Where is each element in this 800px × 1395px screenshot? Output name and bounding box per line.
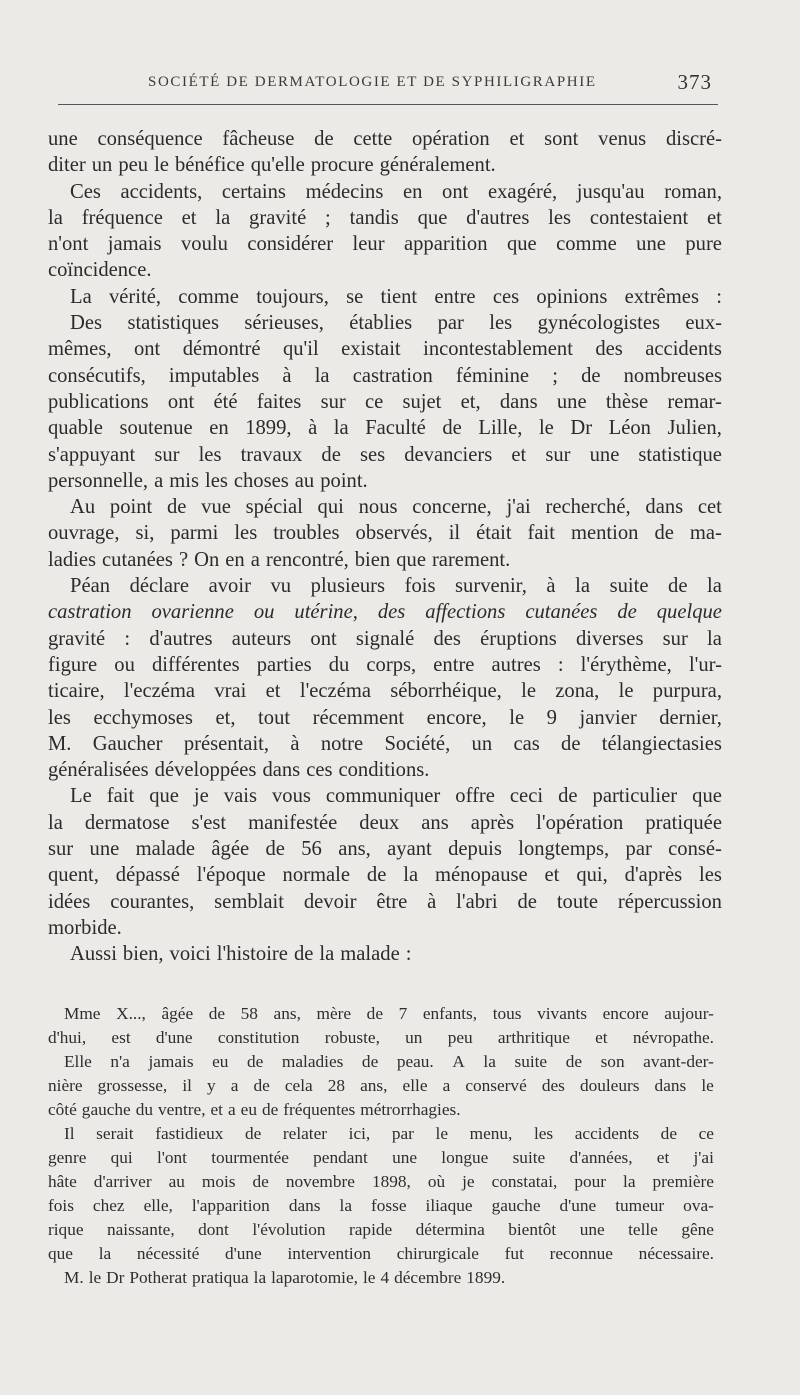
- text-line: n'ont jamais voulu considérer leur apparition que comme une pure: [48, 233, 722, 256]
- text-line: morbide.: [48, 916, 122, 939]
- text-line: les ecchymoses et, tout récemment encore, le 9 janvier dernier,: [48, 706, 722, 729]
- text-line: sur une malade âgée de 56 ans, ayant depuis longtemps, par consé-: [48, 838, 722, 861]
- text-line: gravité : d'autres auteurs ont signalé des éruptions diverses sur la: [48, 627, 722, 650]
- text-line: Le fait que je vais vous communiquer offre ceci de particulier que: [70, 785, 722, 808]
- main-text: [48, 126, 722, 968]
- text-line: mêmes, ont démontré qu'il existait incontestablement des accidents: [48, 338, 722, 361]
- text-line: ticaire, l'eczéma vrai et l'eczéma séborrhéique, le zona, le purpura,: [48, 680, 722, 703]
- small-text-line: Mme X..., âgée de 58 ans, mère de 7 enfants, tous vivants encore aujour-: [64, 1004, 714, 1023]
- text-line: La vérité, comme toujours, se tient entre ces opinions extrêmes :: [70, 285, 722, 308]
- text-line: Aussi bien, voici l'histoire de la malade :: [70, 943, 412, 966]
- page-number: 373: [677, 70, 712, 94]
- text-line: figure ou différentes parties du corps, entre autres : l'érythème, l'ur-: [48, 653, 722, 676]
- text-line: Des statistiques sérieuses, établies par les gynécologistes eux-: [70, 312, 722, 335]
- text-line: quable soutenue en 1899, à la Faculté de Lille, le Dr Léon Julien,: [48, 417, 722, 440]
- small-text-line: hâte d'arriver au mois de novembre 1898, où je constatai, pour la première: [48, 1172, 714, 1191]
- header-rule: [58, 104, 718, 105]
- text-line: s'appuyant sur les travaux de ses devanciers et sur une statistique: [48, 443, 722, 466]
- small-text-line: d'hui, est d'une constitution robuste, un peu arthritique et névropathe.: [48, 1028, 714, 1047]
- small-text-line: rique naissante, dont l'évolution rapide détermina bientôt une telle gêne: [48, 1220, 714, 1239]
- small-text-line: M. le Dr Potherat pratiqua la laparotomie, le 4 décembre 1899.: [64, 1268, 506, 1287]
- running-head-title: SOCIÉTÉ DE DERMATOLOGIE ET DE SYPHILIGRAPHIE: [148, 74, 597, 90]
- small-text-line: côté gauche du ventre, et a eu de fréquentes métrorrhagies.: [48, 1100, 461, 1119]
- text-line: personnelle, a mis les choses au point.: [48, 469, 368, 492]
- text-line: castration ovarienne ou utérine, des affections cutanées de quelque: [48, 601, 722, 624]
- text-line: généralisées développées dans ces conditions.: [48, 759, 430, 782]
- text-line: quent, dépassé l'époque normale de la ménopause et qui, d'après les: [48, 864, 722, 887]
- text-line: diter un peu le bénéfice qu'elle procure généralement.: [48, 154, 496, 177]
- text-line: idées courantes, semblait devoir être à l'abri de toute répercussion: [48, 890, 722, 913]
- text-line: consécutifs, imputables à la castration féminine ; de nombreuses: [48, 364, 722, 387]
- text-line: Ces accidents, certains médecins en ont exagéré, jusqu'au roman,: [70, 180, 722, 203]
- small-text-line: que la nécessité d'une intervention chirurgicale fut reconnue nécessaire.: [48, 1244, 714, 1263]
- text-line: une conséquence fâcheuse de cette opération et sont venus discré-: [48, 128, 722, 150]
- small-text-line: fois chez elle, l'apparition dans la fosse iliaque gauche d'une tumeur ova-: [48, 1196, 714, 1215]
- text-line: ladies cutanées ? On en a rencontré, bien que rarement.: [48, 548, 511, 571]
- text-line: Péan déclare avoir vu plusieurs fois survenir, à la suite de la: [70, 575, 722, 598]
- text-line: publications ont été faites sur ce sujet et, dans une thèse remar-: [48, 390, 722, 413]
- text-line: M. Gaucher présentait, à notre Société, un cas de télangiectasies: [48, 732, 722, 755]
- text-line: ouvrage, si, parmi les troubles observés, il était fait mention de ma-: [48, 522, 722, 545]
- case-report-text: [48, 1002, 714, 1290]
- text-line: coïncidence.: [48, 259, 152, 282]
- small-text-line: genre qui l'ont tourmentée pendant une longue suite d'années, et j'ai: [48, 1148, 714, 1167]
- small-text-line: Elle n'a jamais eu de maladies de peau. A la suite de son avant-der-: [64, 1052, 714, 1071]
- small-text-line: nière grossesse, il y a de cela 28 ans, elle a conservé des douleurs dans le: [48, 1076, 714, 1095]
- small-text-line: Il serait fastidieux de relater ici, par le menu, les accidents de ce: [64, 1124, 714, 1143]
- text-line: la fréquence et la gravité ; tandis que d'autres les contestaient et: [48, 206, 722, 229]
- running-head: [48, 72, 720, 98]
- text-line: la dermatose s'est manifestée deux ans après l'opération pratiquée: [48, 811, 722, 834]
- text-line: Au point de vue spécial qui nous concerne, j'ai recherché, dans cet: [70, 496, 722, 519]
